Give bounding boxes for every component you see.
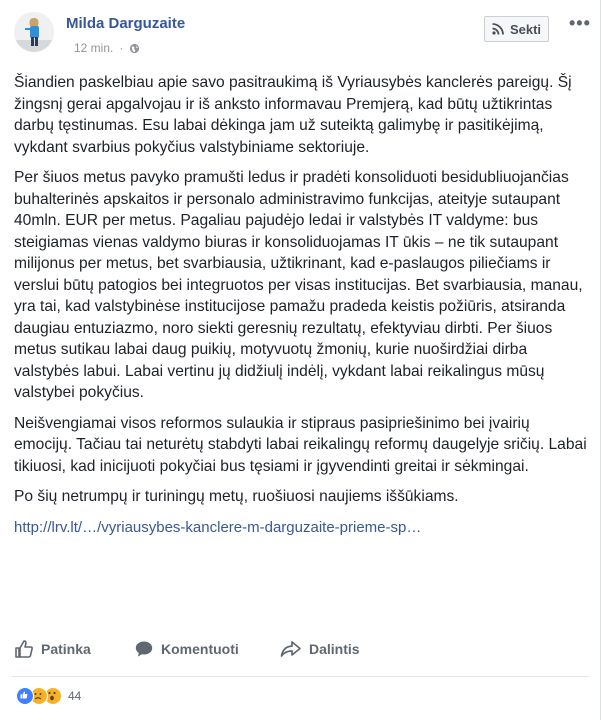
share-button[interactable] bbox=[280, 630, 360, 668]
post-content bbox=[14, 72, 589, 547]
share-label: Dalintis bbox=[309, 641, 360, 657]
post-paragraph: Šiandien paskelbiau apie savo pasitraukimą iš Vyriausybės kanclerės pareigų. Šį žingsnį gerai apgalvojau ir iš anksto informavau Premjerą, kad būtų užtikrintas darbų tęstinumas. Esu labai dėkinga jam už suteiktą galimybę ir pasitikėjimą, vykdant svarbius pokyčius valstybiniame sektoriuje. bbox=[14, 74, 572, 156]
reaction-count: 44 bbox=[68, 689, 82, 703]
thumbs-up-icon bbox=[14, 639, 34, 659]
post-link[interactable]: http://lrv.lt/…/vyriausybes-kanclere-m-darguzaite-prieme-sp… bbox=[14, 518, 422, 536]
post-paragraph: Per šiuos metus pavyko pramušti ledus ir pradėti konsoliduoti besidubliuojančias buhalterinės apskaitos ir personalo administravimo funkcijas, ateityje sutaupant 40mln. EUR per metus. Pagaliau pajudėjo ledai ir valstybės IT valdyme: bus steigiamas vienas valdymo biuras ir konsoliduojamas IT ūkis – ne tik sutaupant milijonus per metus, bet svarbiausia, užtikrinant, kad e-paslaugos piliečiams ir verslui būtų patogios bei integruotos per visas institucijas. Bet svarbiausia, manau, yra tai, kad valstybinėse institucijose pamažu pradeda keistis požiūris, atsiranda daugiau entuziazmo, noro siekti geresnių rezultatų, efektyviau dirbti. Per šiuos metus sutikau labai daug puikių, motyvuotų žmonių, kurie nuoširdžiai dirba valstybės labui. Labai vertinu jų didžiulį indėlį, vykdant labai reikalingus mūsų valstybei pokyčius. bbox=[14, 169, 583, 401]
post-meta bbox=[74, 41, 140, 55]
like-label: Patinka bbox=[41, 641, 91, 657]
follow-button[interactable] bbox=[484, 16, 549, 42]
globe-icon[interactable] bbox=[129, 43, 140, 54]
comment-label: Komentuoti bbox=[161, 641, 239, 657]
comment-button[interactable] bbox=[134, 630, 239, 668]
reactions-summary[interactable] bbox=[16, 686, 81, 706]
follow-label: Sekti bbox=[509, 21, 542, 37]
share-arrow-icon bbox=[280, 639, 302, 659]
divider bbox=[12, 676, 589, 677]
comment-icon bbox=[134, 639, 154, 659]
post-paragraph: Po šių netrumpų ir turiningų metų, ruošiuosi naujiems iššūkiams. bbox=[14, 488, 459, 505]
more-options-icon[interactable]: ••• bbox=[569, 13, 591, 33]
like-reaction-icon bbox=[16, 687, 34, 705]
action-bar bbox=[0, 630, 601, 668]
avatar[interactable] bbox=[14, 12, 54, 52]
separator-dot: · bbox=[119, 41, 124, 55]
rss-icon bbox=[492, 23, 504, 35]
author-name[interactable]: Milda Darguzaite bbox=[66, 15, 186, 32]
post-paragraph: Neišvengiamai visos reformos sulaukia ir stipraus pasipriešinimo bei įvairių emocijų. Tačiau tai neturėtų stabdyti labai reikalingų reformų daugelyje sričių. Labai tikiuosi, kad inicijuoti pokyčiai bus tęsiami ir įgyvendinti greitai ir sėkmingai. bbox=[14, 414, 587, 475]
post-time[interactable]: 12 min. bbox=[74, 41, 114, 55]
like-button[interactable] bbox=[14, 630, 91, 668]
avatar-image bbox=[14, 12, 54, 52]
